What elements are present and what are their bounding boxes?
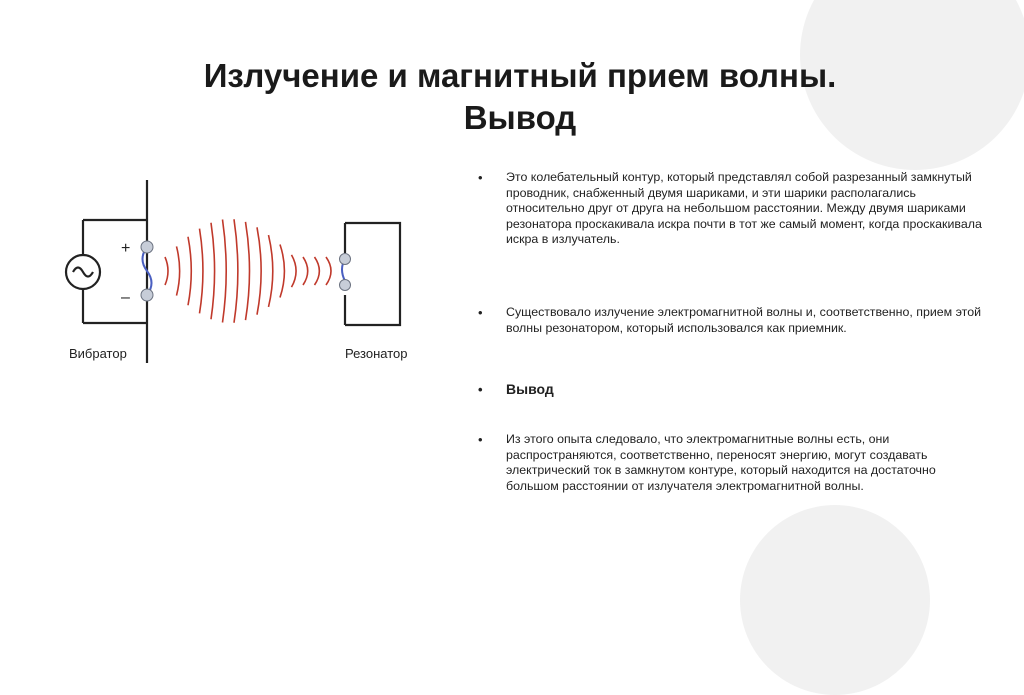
bullet-text-2: Существовало излучение электромагнитной волны и, соответственно, прием этой волны резонатором, который использовался как приемник.	[506, 305, 982, 335]
title-line-2: Вывод	[463, 99, 577, 136]
wave-arc	[234, 219, 238, 323]
bullet-item-2	[472, 305, 982, 336]
em-waves	[165, 219, 331, 323]
wave-arc	[280, 244, 284, 297]
sine-wave-icon	[73, 268, 93, 277]
wave-arc	[177, 246, 180, 295]
wave-arc	[292, 255, 297, 287]
resonator-label: Резонатор	[345, 346, 408, 361]
wave-arc	[303, 257, 308, 285]
resonator-spark-gap	[340, 254, 351, 291]
resonator-circuit	[345, 223, 400, 325]
wave-arc	[257, 227, 261, 314]
wave-arc	[188, 237, 191, 305]
wave-arc	[200, 229, 203, 314]
bullet-marker: •	[478, 432, 483, 447]
wave-arc	[165, 257, 168, 285]
bullet-marker: •	[478, 305, 483, 320]
bullet-text-3: Вывод	[506, 381, 554, 397]
vibrator-spark-gap	[141, 241, 153, 301]
bullet-marker: •	[478, 170, 483, 185]
wave-arc	[326, 257, 331, 285]
wave-arc	[246, 222, 250, 320]
decorative-circle-bottom	[740, 505, 930, 695]
title-line-1: Излучение и магнитный прием волны.	[203, 57, 837, 94]
wave-arc	[315, 257, 320, 285]
plus-sign: +	[121, 240, 131, 257]
bullet-item-conclusion	[472, 382, 554, 398]
bullet-marker: •	[478, 382, 483, 397]
wave-arc	[211, 223, 215, 319]
minus-sign: –	[121, 289, 130, 306]
vibrator-circuit	[66, 180, 147, 363]
wave-arc	[223, 220, 227, 323]
bullet-text-1: Это колебательный контур, который представлял собой разрезанный замкнутый проводник, снабженный двумя шариками, и эти шарики располагались относительно друг от друга на небольшом расстоянии. Между двумя шариками резонатора проскакивала искра почти в тот же самый момент, когда проскакивала искра в излучатель.	[506, 170, 982, 246]
resonator-frame	[345, 223, 400, 325]
vibrator-label: Вибратор	[69, 346, 127, 361]
slide-title	[140, 55, 900, 139]
bullet-item-4	[472, 432, 982, 494]
bullet-item-1	[472, 170, 982, 248]
diagram-svg	[55, 175, 435, 375]
bullet-text-4: Из этого опыта следовало, что электромагнитные волны есть, они распространяются, соответственно, переносят энергию, могут создавать электрический ток в замкнутом контуре, который находится на достаточно большом расстоянии от излучателя электромагнитной волны.	[506, 432, 936, 493]
wave-arc	[269, 235, 273, 307]
hertz-experiment-diagram	[55, 175, 435, 375]
